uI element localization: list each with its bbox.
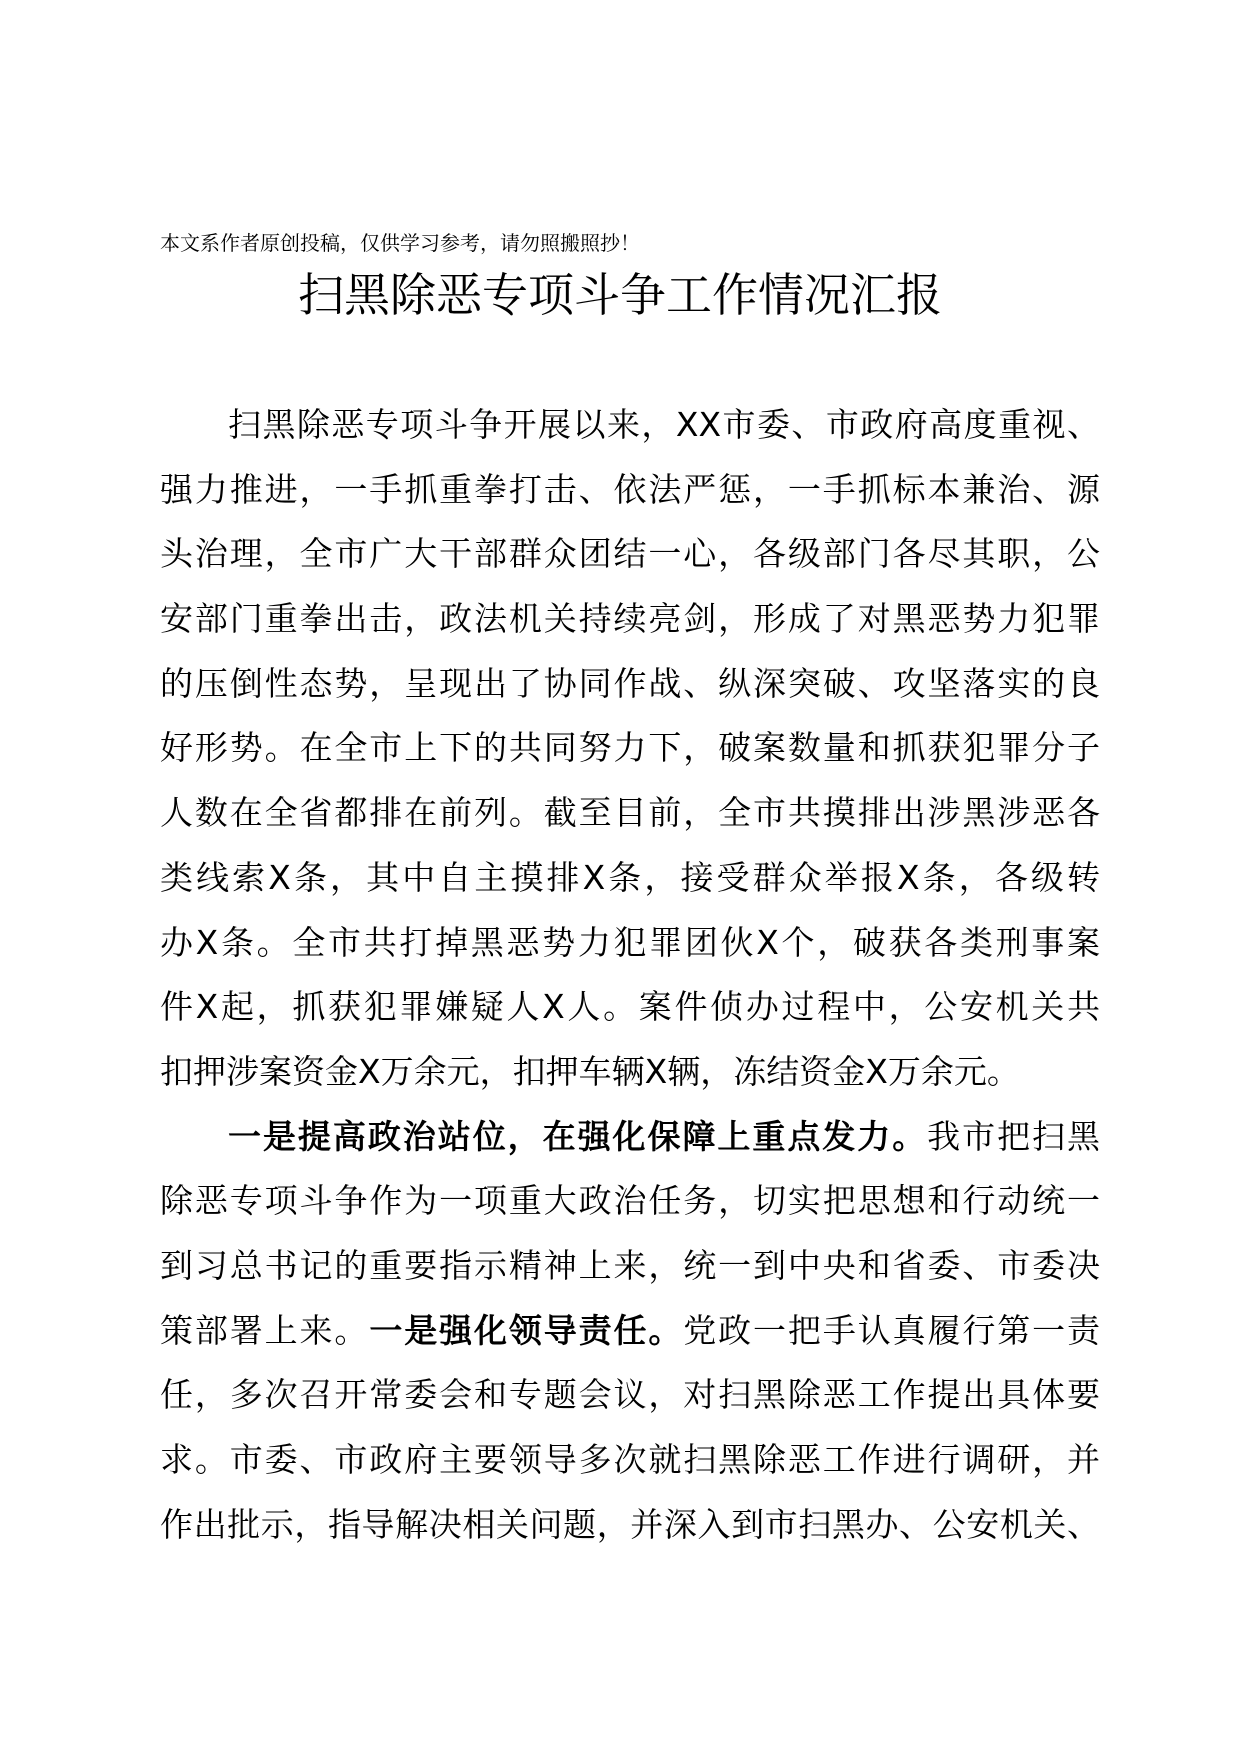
body-text: 办X条。全市共打掉黑恶势力犯罪团伙X个，破获各类刑事案 bbox=[160, 922, 1100, 962]
body-text: 扣押涉案资金X万余元，扣押车辆X辆，冻结资金X万余元。 bbox=[160, 1051, 1020, 1091]
text-line bbox=[160, 781, 1100, 846]
body-text: 强力推进，一手抓重拳打击、依法严惩，一手抓标本兼治、源 bbox=[160, 469, 1100, 509]
text-line bbox=[160, 458, 1100, 523]
body-text: 除恶专项斗争作为一项重大政治任务，切实把思想和行动统一 bbox=[160, 1181, 1100, 1221]
body-text: 类线索X条，其中自主摸排X条，接受群众举报X条，各级转 bbox=[160, 857, 1100, 897]
text-line bbox=[160, 587, 1100, 652]
bold-heading-text: 一是提高政治站位，在强化保障上重点发力。 bbox=[228, 1116, 928, 1156]
text-line bbox=[160, 1040, 1100, 1105]
body-text: 好形势。在全市上下的共同努力下，破案数量和抓获犯罪分子 bbox=[160, 728, 1100, 768]
body-text: 扫黑除恶专项斗争开展以来，XX市委、市政府高度重视、 bbox=[228, 405, 1100, 444]
body-text: 安部门重拳出击，政法机关持续亮剑，形成了对黑恶势力犯罪 bbox=[160, 599, 1100, 639]
text-line bbox=[160, 393, 1100, 458]
body-text: 党政一把手认真履行第一责 bbox=[683, 1310, 1101, 1350]
text-line bbox=[160, 1363, 1100, 1428]
text-line bbox=[160, 716, 1100, 781]
document-title: 扫黑除恶专项斗争工作情况汇报 bbox=[298, 268, 942, 322]
body-text: 人数在全省都排在前列。截至目前，全市共摸排出涉黑涉恶各 bbox=[160, 793, 1100, 833]
document-body bbox=[160, 393, 1100, 1557]
text-line bbox=[160, 1493, 1100, 1558]
text-line bbox=[160, 522, 1100, 587]
body-text: 求。市委、市政府主要领导多次就扫黑除恶工作进行调研，并 bbox=[160, 1440, 1100, 1479]
body-text: 策部署上来。 bbox=[160, 1310, 370, 1350]
body-text: 作出批示，指导解决相关问题，并深入到市扫黑办、公安机关、 bbox=[160, 1504, 1100, 1544]
body-text: 到习总书记的重要指示精神上来，统一到中央和省委、市委决 bbox=[160, 1245, 1100, 1285]
body-text: 头治理，全市广大干部群众团结一心，各级部门各尽其职，公 bbox=[160, 534, 1100, 574]
text-line bbox=[160, 1105, 1100, 1170]
text-line bbox=[160, 975, 1100, 1040]
text-line bbox=[160, 652, 1100, 717]
body-text: 的压倒性态势，呈现出了协同作战、纵深突破、攻坚落实的良 bbox=[160, 663, 1100, 703]
body-text: 我市把扫黑 bbox=[927, 1116, 1101, 1156]
text-line bbox=[160, 1169, 1100, 1234]
copyright-note: 本文系作者原创投稿，仅供学习参考，请勿照搬照抄！ bbox=[160, 231, 640, 255]
text-line bbox=[160, 1234, 1100, 1299]
text-line bbox=[160, 911, 1100, 976]
text-line bbox=[160, 1299, 1100, 1364]
text-line bbox=[160, 846, 1100, 911]
text-line bbox=[160, 1428, 1100, 1493]
bold-heading-text: 一是强化领导责任。 bbox=[369, 1310, 684, 1350]
body-text: 件X起，抓获犯罪嫌疑人X人。案件侦办过程中，公安机关共 bbox=[160, 987, 1100, 1027]
body-text: 任，多次召开常委会和专题会议，对扫黑除恶工作提出具体要 bbox=[160, 1375, 1100, 1415]
